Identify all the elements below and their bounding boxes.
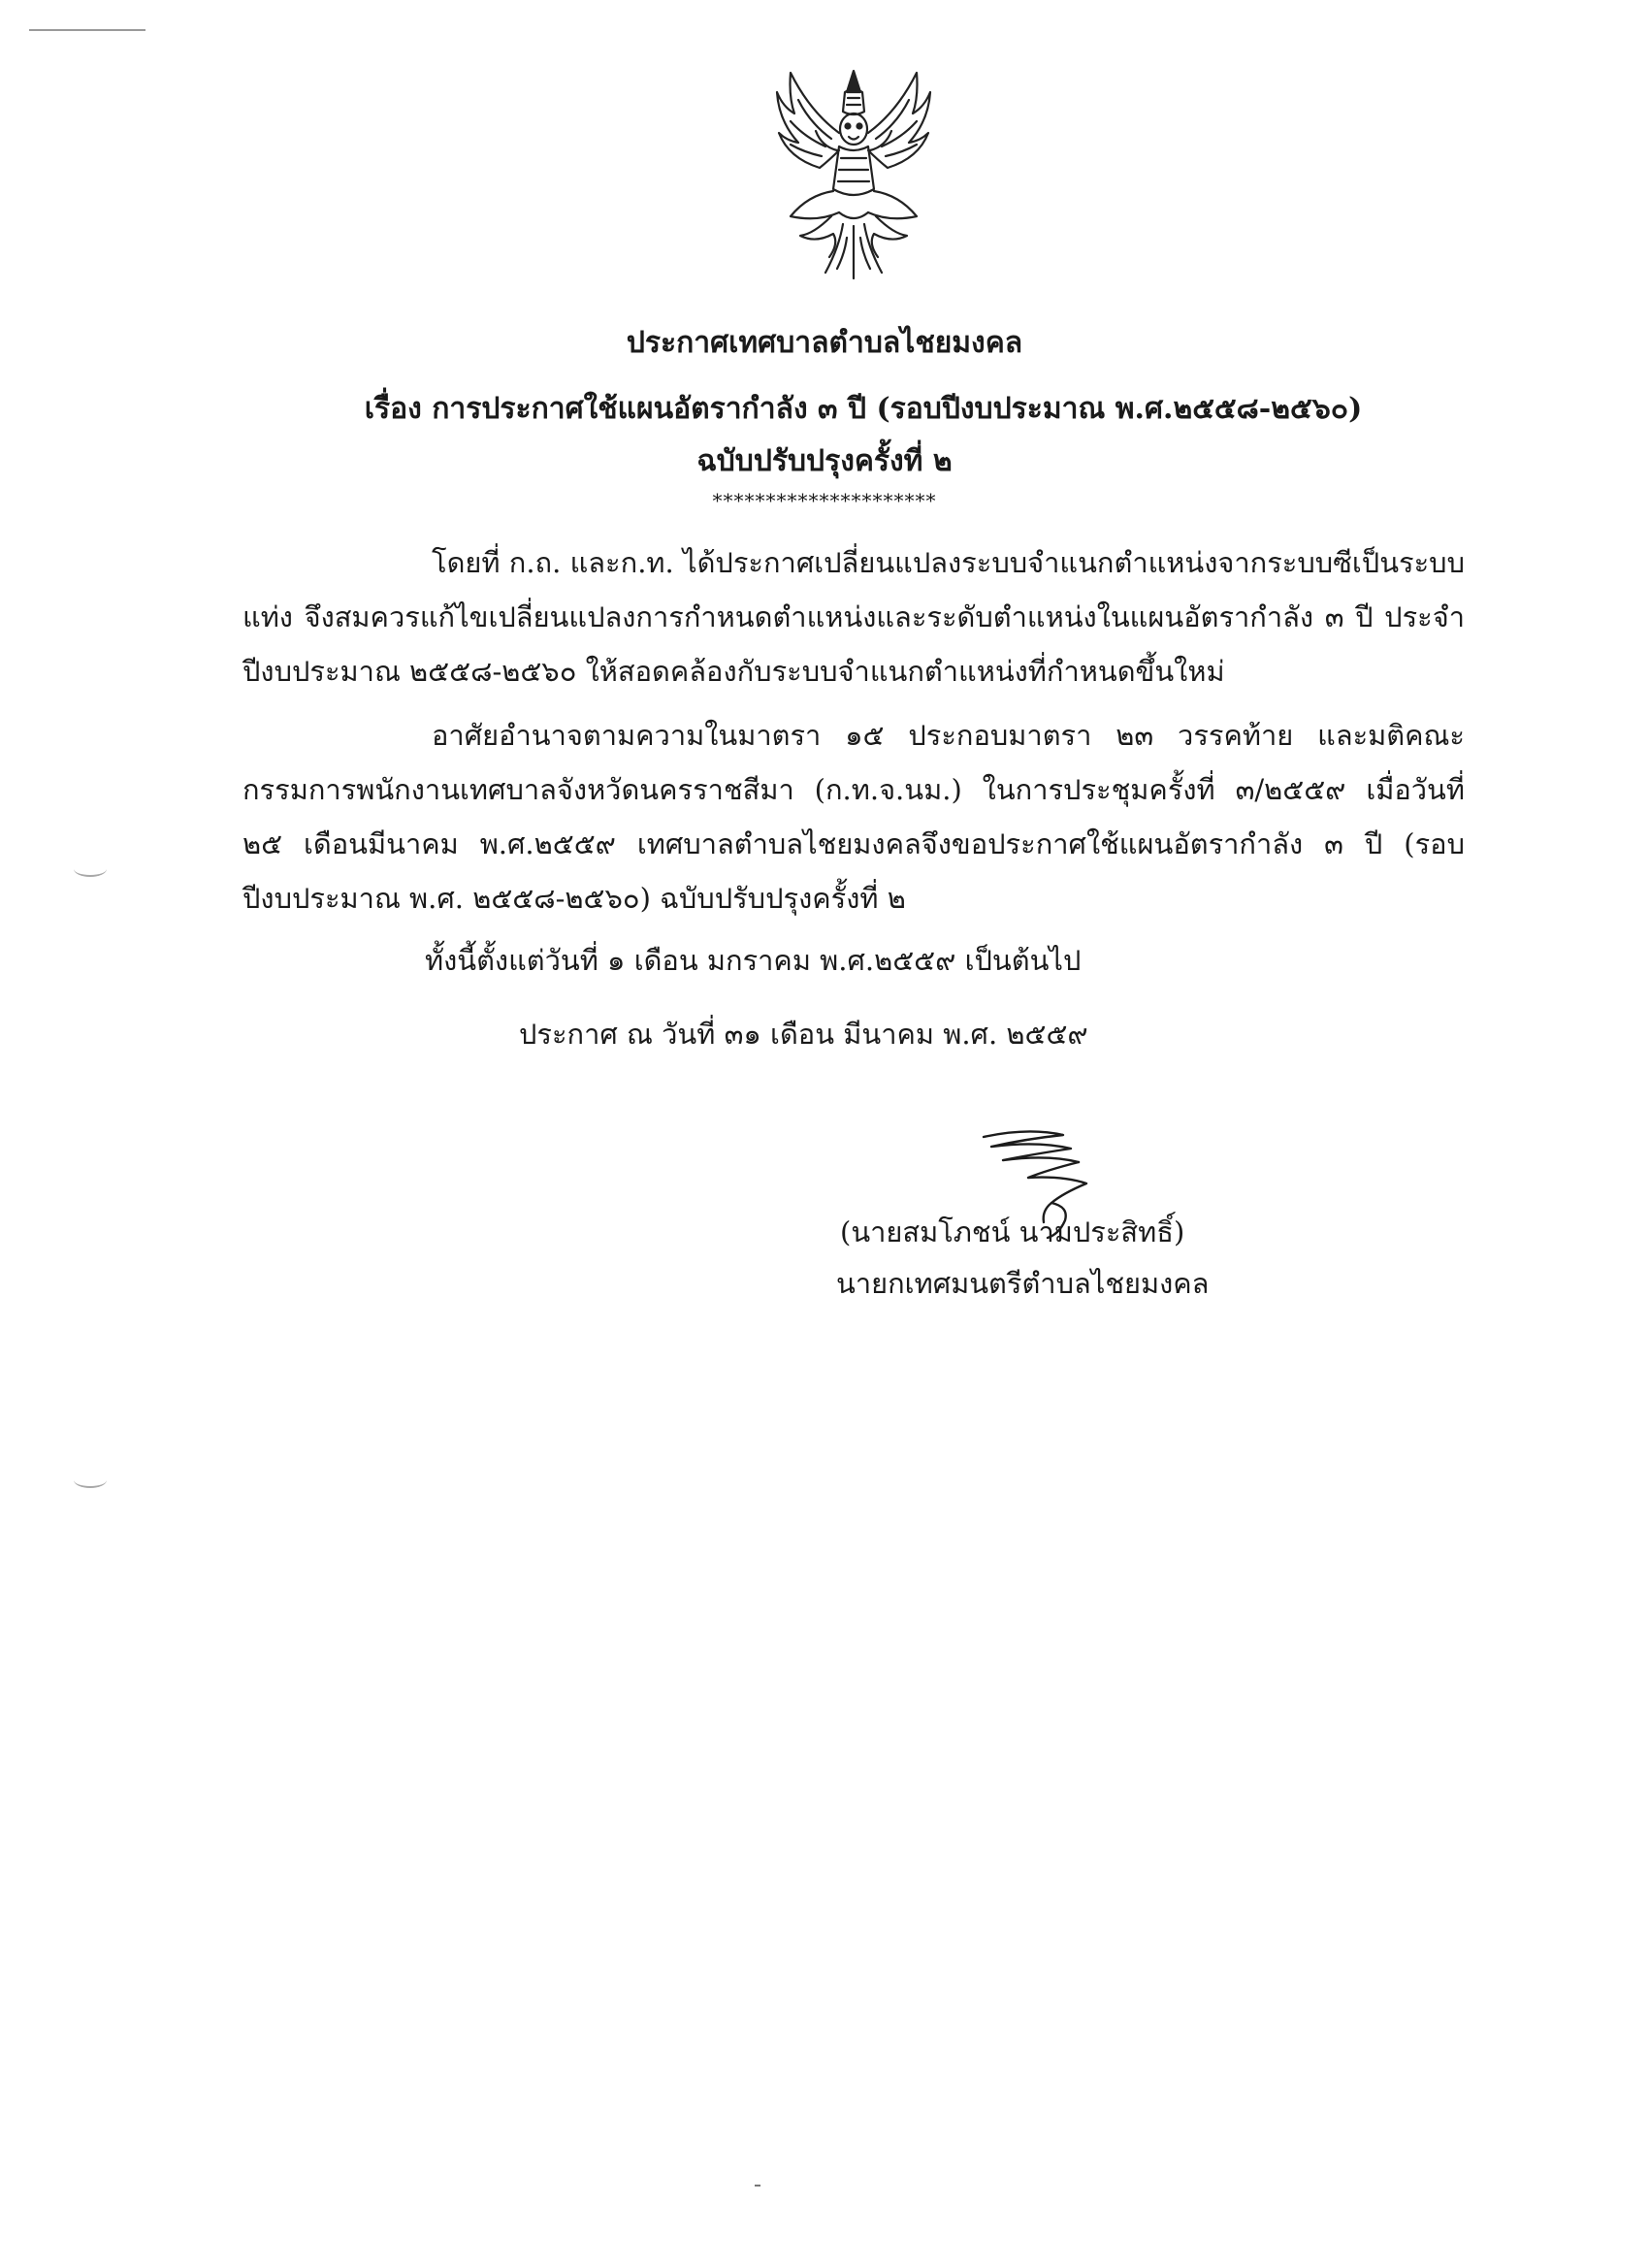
separator-stars: ********************* bbox=[712, 489, 937, 512]
announcement-date-line: ประกาศ ณ วันที่ ๓๑ เดือน มีนาคม พ.ศ. ๒๕๕๙ bbox=[519, 1018, 1088, 1051]
scan-edge-line bbox=[29, 29, 146, 31]
paragraph-2-text: อาศัยอำนาจตามความในมาตรา ๑๕ ประกอบมาตรา ๒๓ วรรคท้าย และมติคณะกรรมการพนักงานเทศบาลจังหวัดนครราชสีมา (ก.ท.จ.นม.) ในการประชุมครั้งที่ ๓/๒๕๕๙ เมื่อวันที่ ๒๕ เดือนมีนาคม พ.ศ.๒๕๕๙ เทศบาลตำบลไชยมงคลจึงขอประกาศใช้แผนอัตรากำลัง ๓ ปี (รอบปีงบประมาณ พ.ศ. ๒๕๕๘-๒๕๖๐) ฉบับปรับปรุงครั้งที่ ๒ bbox=[242, 719, 1465, 915]
subject-heading: เรื่อง การประกาศใช้แผนอัตรากำลัง ๓ ปี (รอบปีงบประมาณ พ.ศ.๒๕๕๘-๒๕๖๐) bbox=[364, 392, 1363, 426]
scan-speck bbox=[755, 2185, 760, 2187]
signer-title: นายกเทศมนตรีตำบลไชยมงคล bbox=[836, 1267, 1210, 1300]
paragraph-1-text: โดยที่ ก.ถ. และก.ท. ได้ประกาศเปลี่ยนแปลงระบบจำแนกตำแหน่งจากระบบซีเป็นระบบแท่ง จึงสมควรแก้ไขเปลี่ยนแปลงการกำหนดตำแหน่งและระดับตำแหน่งในแผนอัตรากำลัง ๓ ปี ประจำปีงบประมาณ ๒๕๕๘-๒๕๖๐ ให้สอดคล้องกับระบบจำแนกตำแหน่งที่กำหนดขึ้นใหม่ bbox=[242, 546, 1465, 688]
punch-hole-mark bbox=[74, 1473, 107, 1488]
signer-name: (นายสมโภชน์ นามประสิทธิ์) bbox=[840, 1215, 1185, 1248]
punch-hole-mark bbox=[74, 861, 107, 877]
garuda-emblem-icon bbox=[761, 53, 946, 286]
effective-date-line: ทั้งนี้ตั้งแต่วันที่ ๑ เดือน มกราคม พ.ศ.๒๕๕๙ เป็นต้นไป bbox=[425, 944, 1082, 977]
revision-heading: ฉบับปรับปรุงครั้งที่ ๒ bbox=[696, 444, 953, 478]
office-heading: ประกาศเทศบาลตำบลไชยมงคล bbox=[626, 326, 1023, 360]
body-paragraph-1 bbox=[242, 535, 1465, 698]
body-paragraph-2 bbox=[242, 708, 1465, 925]
